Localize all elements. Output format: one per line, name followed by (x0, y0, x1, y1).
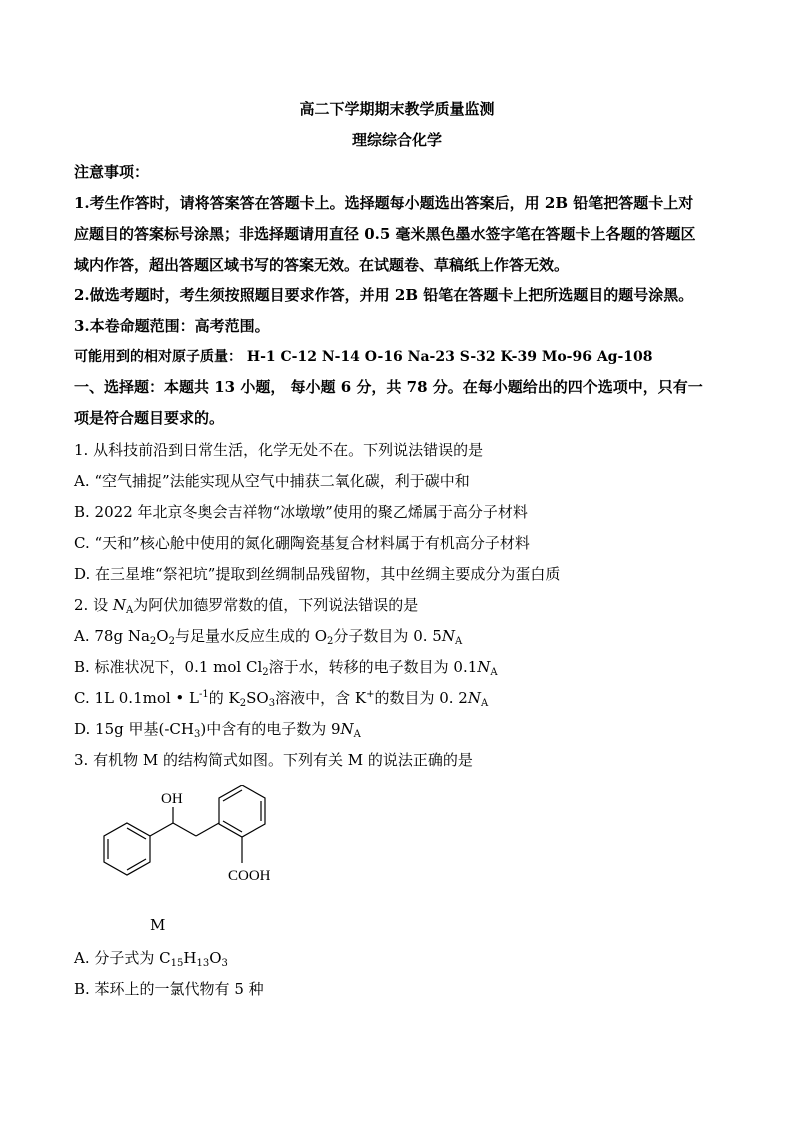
section-1-heading-line-2: 项是符合题目要求的。 (74, 409, 225, 427)
q2-option-c: C. 1L 0.1mol • $L^{-1}$的 $K_2SO_3$溶液中，含 K+的数目为 0. $2N_A$ (74, 689, 489, 709)
right-ring-double-bond-3 (223, 821, 242, 832)
q3-option-b: B. 苯环上的一氯代物有 5 种 (74, 980, 264, 998)
notice-3: 3.本卷命题范围：高考范围。 (74, 317, 270, 335)
left-benzene-ring (104, 823, 150, 875)
q3-option-a: A. 分子式为 $C_{15}H_{13}O_3$ (74, 949, 228, 969)
q2-option-d: D. 15g 甲基$(-CH_3)$中含有的电子数为 $9N_A$ (74, 720, 361, 740)
q2-stem: 2. 设 $N_A$为阿伏加德罗常数的值，下列说法错误的是 (74, 596, 419, 616)
right-ring-double-bond-2 (223, 790, 242, 801)
q3-stem: 3. 有机物 M 的结构简式如图。下列有关 M 的说法正确的是 (74, 751, 473, 769)
notice-2: 2.做选考题时，考生须按照题目要求作答，并用 2B 铅笔在答题卡上把所选题目的题号涂黑。 (74, 286, 694, 304)
bond-choh-ch2 (173, 823, 196, 836)
page-title: 高二下学期期末教学质量监测 (299, 100, 495, 118)
q1-option-c: C. “天和”核心舱中使用的氮化硼陶瓷基复合材料属于有机高分子材料 (74, 534, 530, 552)
page-subtitle: 理综综合化学 (351, 131, 442, 149)
notice-1-line-1: 1.考生作答时，请将答案答在答题卡上。选择题每小题选出答案后，用 2B 铅笔把答题卡上对 (74, 194, 694, 212)
atomic-masses: 可能用到的相对原子质量： H-1 C-12 N-14 O-16 Na-23 S-32 K-39 Mo-96 Ag-108 (74, 349, 653, 365)
q1-option-b: B. 2022 年北京冬奥会吉祥物“冰墩墩”使用的聚乙烯属于高分子材料 (74, 503, 528, 521)
notice-1-line-2: 应题目的答案标号涂黑；非选择题请用直径 0.5 毫米黑色墨水签字笔在答题卡上各题的答题区 (74, 225, 696, 243)
section-1-heading-line-1: 一、选择题：本题共 13 小题， 每小题 6 分，共 78 分。在每小题给出的四个选项中，只有一 (74, 378, 703, 396)
q1-option-a: A. “空气捕捉”法能实现从空气中捕获二氧化碳，利于碳中和 (74, 472, 470, 490)
right-benzene-ring (219, 785, 265, 837)
oh-label: OH (161, 791, 183, 807)
q1-stem: 1. 从科技前沿到日常生活，化学无处不在。下列说法错误的是 (74, 441, 484, 459)
q1-option-d: D. 在三星堆“祭祀坑”提取到丝绸制品残留物，其中丝绸主要成分为蛋白质 (74, 565, 561, 583)
structure-m-label: M (150, 916, 166, 934)
bond-ch2-ring (196, 823, 219, 836)
left-ring-double-bond-3 (127, 859, 146, 870)
notice-1-line-3: 域内作答，超出答题区域书写的答案无效。在试题卷、草稿纸上作答无效。 (74, 256, 570, 274)
left-ring-double-bond-2 (127, 828, 146, 839)
notice-heading: 注意事项： (74, 163, 150, 181)
cooh-label: COOH (228, 868, 271, 884)
bond-ring-to-choh (150, 823, 173, 836)
q2-option-b: B. 标准状况下，0.1 mol $Cl_2$溶于水，转移的电子数目为 $0.1N_A$ (74, 658, 498, 678)
structure-m-diagram (68, 785, 298, 905)
na-symbol: N (112, 596, 126, 614)
q2-option-a: A. 78g $Na_2O_2$与足量水反应生成的 $O_2$分子数目为 0. $5N_A$ (74, 627, 463, 647)
